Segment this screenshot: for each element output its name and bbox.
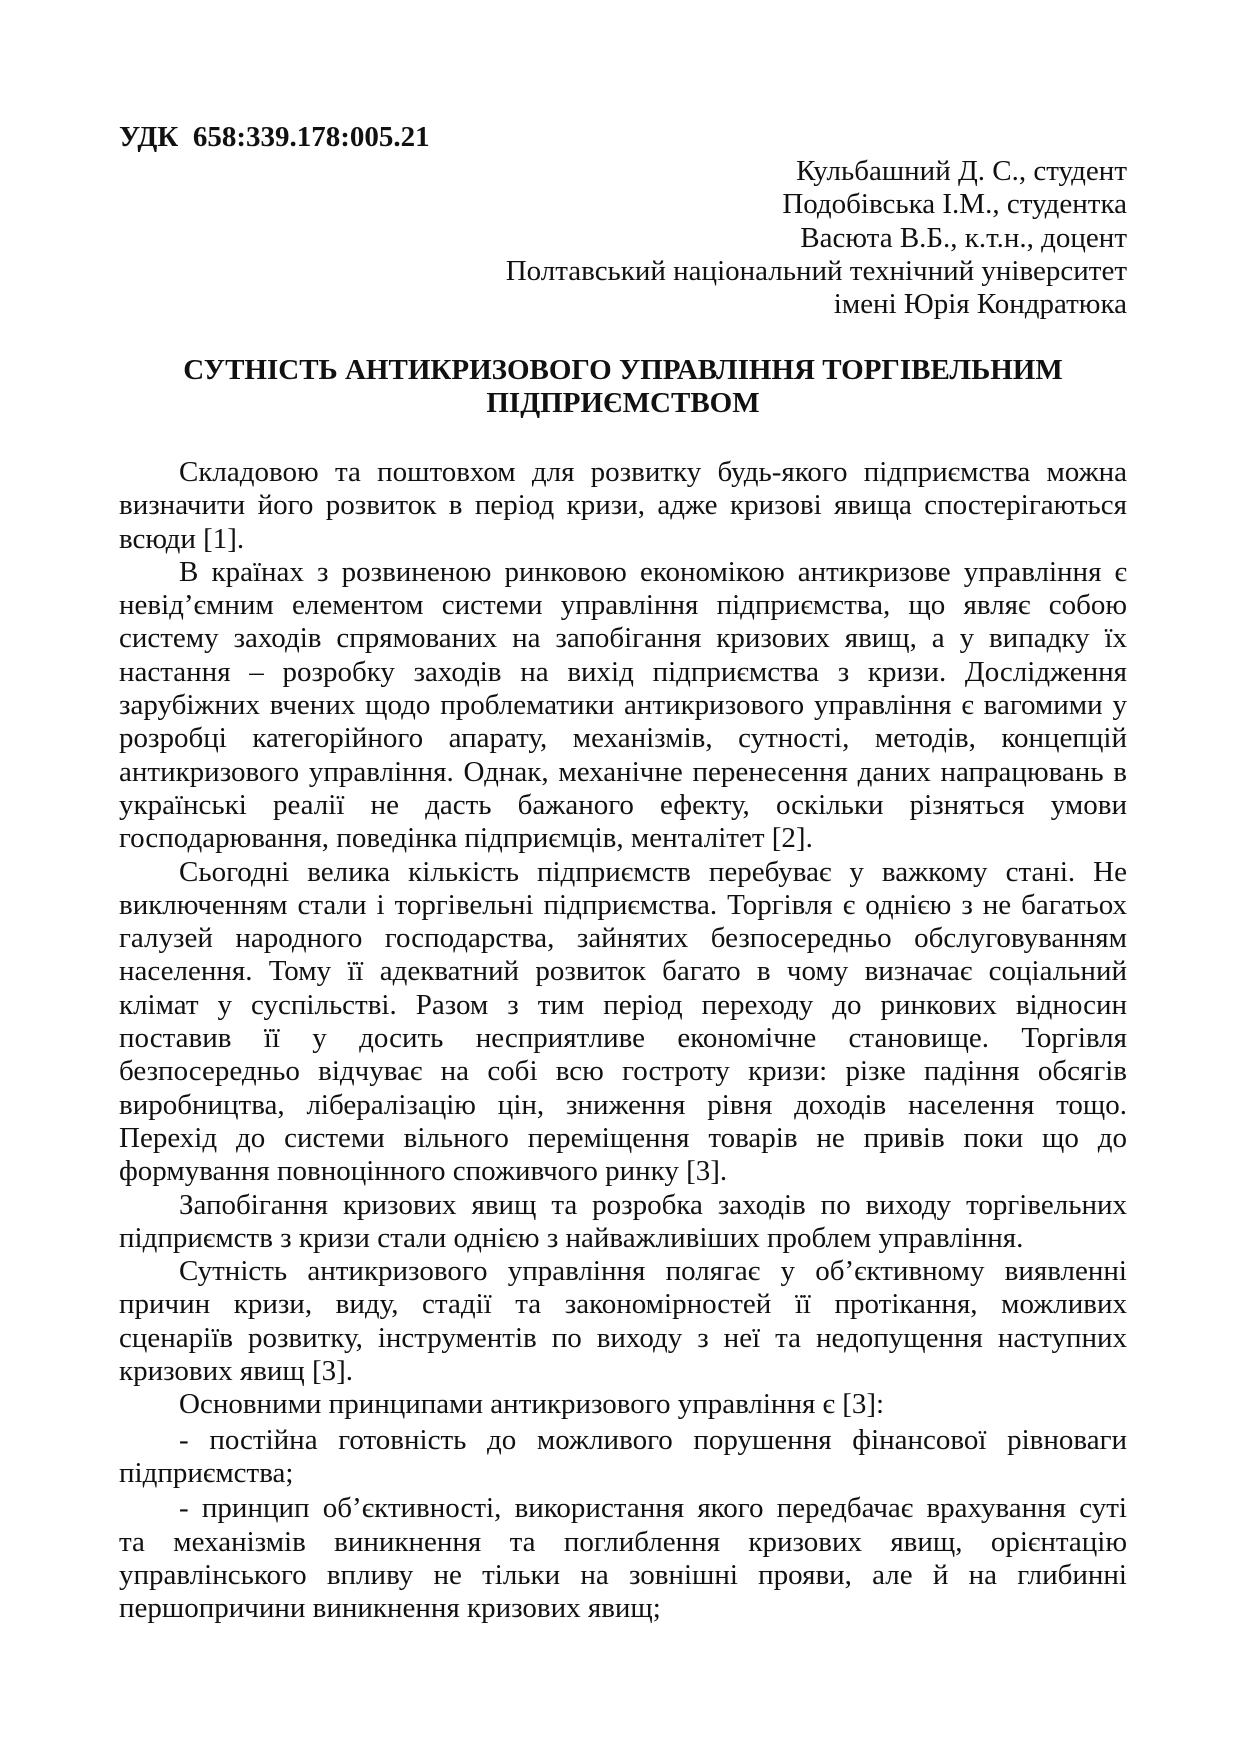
- text-line: кризових явищ [3].: [119, 1355, 354, 1388]
- text-line: невід’ємним елементом системи управління підприємства, що являє собою: [119, 589, 1127, 622]
- text-line: виробництва, лібералізацію цін, зниження рівня доходів населення тощо.: [119, 1088, 1127, 1121]
- udk-code: УДК 658:339.178:005.21: [119, 121, 430, 153]
- authors-block: [506, 155, 1127, 321]
- text-line: настання – розробку заходів на вихід підприємства з кризи. Дослідження: [119, 655, 1127, 688]
- title-line: ПІДПРИЄМСТВОМ: [486, 387, 760, 420]
- text-line: - принцип об’єктивності, використання якого передбачає врахування суті: [179, 1492, 1127, 1525]
- text-line: управлінського впливу не тільки на зовнішні прояви, але й на глибинні: [119, 1558, 1127, 1591]
- text-line: та механізмів виникнення та поглиблення кризових явищ, орієнтацію: [119, 1525, 1127, 1558]
- paragraph: [119, 1388, 1127, 1421]
- text-line: галузей народного господарства, зайнятих безпосередньо обслуговуванням: [119, 922, 1127, 955]
- affiliation-line: Полтавський національний технічний університет: [505, 254, 1127, 287]
- author-line: Подобівська І.М., студентка: [782, 188, 1127, 221]
- text-line: сценаріїв розвитку, інструментів по виходу з неї та недопущення наступних: [119, 1321, 1127, 1354]
- text-line: формування повноцінного споживчого ринку [3].: [119, 1155, 728, 1188]
- text-line: розробці категорійного апарату, механізмів, сутності, методів, концепцій: [119, 722, 1127, 755]
- title-line: СУТНІСТЬ АНТИКРИЗОВОГО УПРАВЛІННЯ ТОРГІВЕЛЬНИМ: [183, 354, 1063, 386]
- text-line: виключенням стали і торгівельні підприємства. Торгівля є однією з не багатьох: [119, 888, 1127, 921]
- text-line: клімат у суспільстві. Разом з тим період переходу до ринкових відносин: [119, 988, 1127, 1021]
- text-line: населення. Тому її адекватний розвиток багато в чому визначає соціальний: [119, 955, 1127, 988]
- text-line: підприємства;: [119, 1456, 294, 1489]
- text-line: українські реалії не дасть бажаного ефекту, оскільки різняться умови: [119, 788, 1127, 821]
- text-line: Перехід до системи вільного переміщення товарів не привів поки що до: [119, 1121, 1127, 1154]
- text-line: Основними принципами антикризового управління є [3]:: [179, 1388, 885, 1421]
- paragraph: [119, 1189, 1127, 1256]
- bullet-item: [119, 1424, 1127, 1491]
- article-title: [119, 354, 1127, 421]
- text-line: Складовою та поштовхом для розвитку будь-якого підприємства можна: [179, 456, 1127, 488]
- text-line: першопричини виникнення кризових явищ;: [119, 1592, 661, 1625]
- text-line: Сьогодні велика кількість підприємств перебуває у важкому стані. Не: [179, 855, 1127, 888]
- text-line: всюди [1].: [119, 522, 245, 555]
- text-line: підприємств з кризи стали однією з найважливіших проблем управління.: [119, 1221, 1024, 1254]
- text-line: поставив її у досить несприятливе економічне становище. Торгівля: [119, 1022, 1127, 1055]
- text-line: безпосередньо відчуває на собі всю гостроту кризи: різке падіння обсягів: [119, 1055, 1127, 1088]
- bullet-item: [119, 1492, 1127, 1625]
- text-line: В країнах з розвиненою ринковою економікою антикризове управління є: [179, 555, 1127, 588]
- text-line: зарубіжних вчених щодо проблематики антикризового управління є вагомими у: [119, 689, 1127, 722]
- text-line: причин кризи, виду, стадії та закономірностей її протікання, можливих: [119, 1288, 1127, 1321]
- text-line: визначити його розвиток в період кризи, адже кризові явища спостерігаються: [119, 489, 1127, 522]
- paragraph: [119, 556, 1127, 856]
- author-line: Кульбашний Д. С., студент: [796, 155, 1127, 187]
- paragraph: [119, 456, 1127, 556]
- paragraph: [119, 856, 1127, 1189]
- text-line: Запобігання кризових явищ та розробка заходів по виходу торгівельних: [179, 1188, 1127, 1221]
- paragraph: [119, 1255, 1127, 1388]
- text-line: антикризового управління. Однак, механічне перенесення даних напрацювань в: [119, 755, 1127, 788]
- affiliation-line: імені Юрія Кондратюка: [833, 288, 1127, 321]
- article-body: [119, 456, 1127, 1625]
- text-line: систему заходів спрямованих на запобігання кризових явищ, а у випадку їх: [119, 622, 1127, 655]
- text-line: - постійна готовність до можливого порушення фінансової рівноваги: [179, 1423, 1127, 1456]
- text-line: господарювання, поведінка підприємців, менталітет [2].: [119, 822, 813, 855]
- author-line: Васюта В.Б., к.т.н., доцент: [800, 221, 1127, 254]
- text-line: Сутність антикризового управління полягає у об’єктивному виявленні: [179, 1255, 1127, 1288]
